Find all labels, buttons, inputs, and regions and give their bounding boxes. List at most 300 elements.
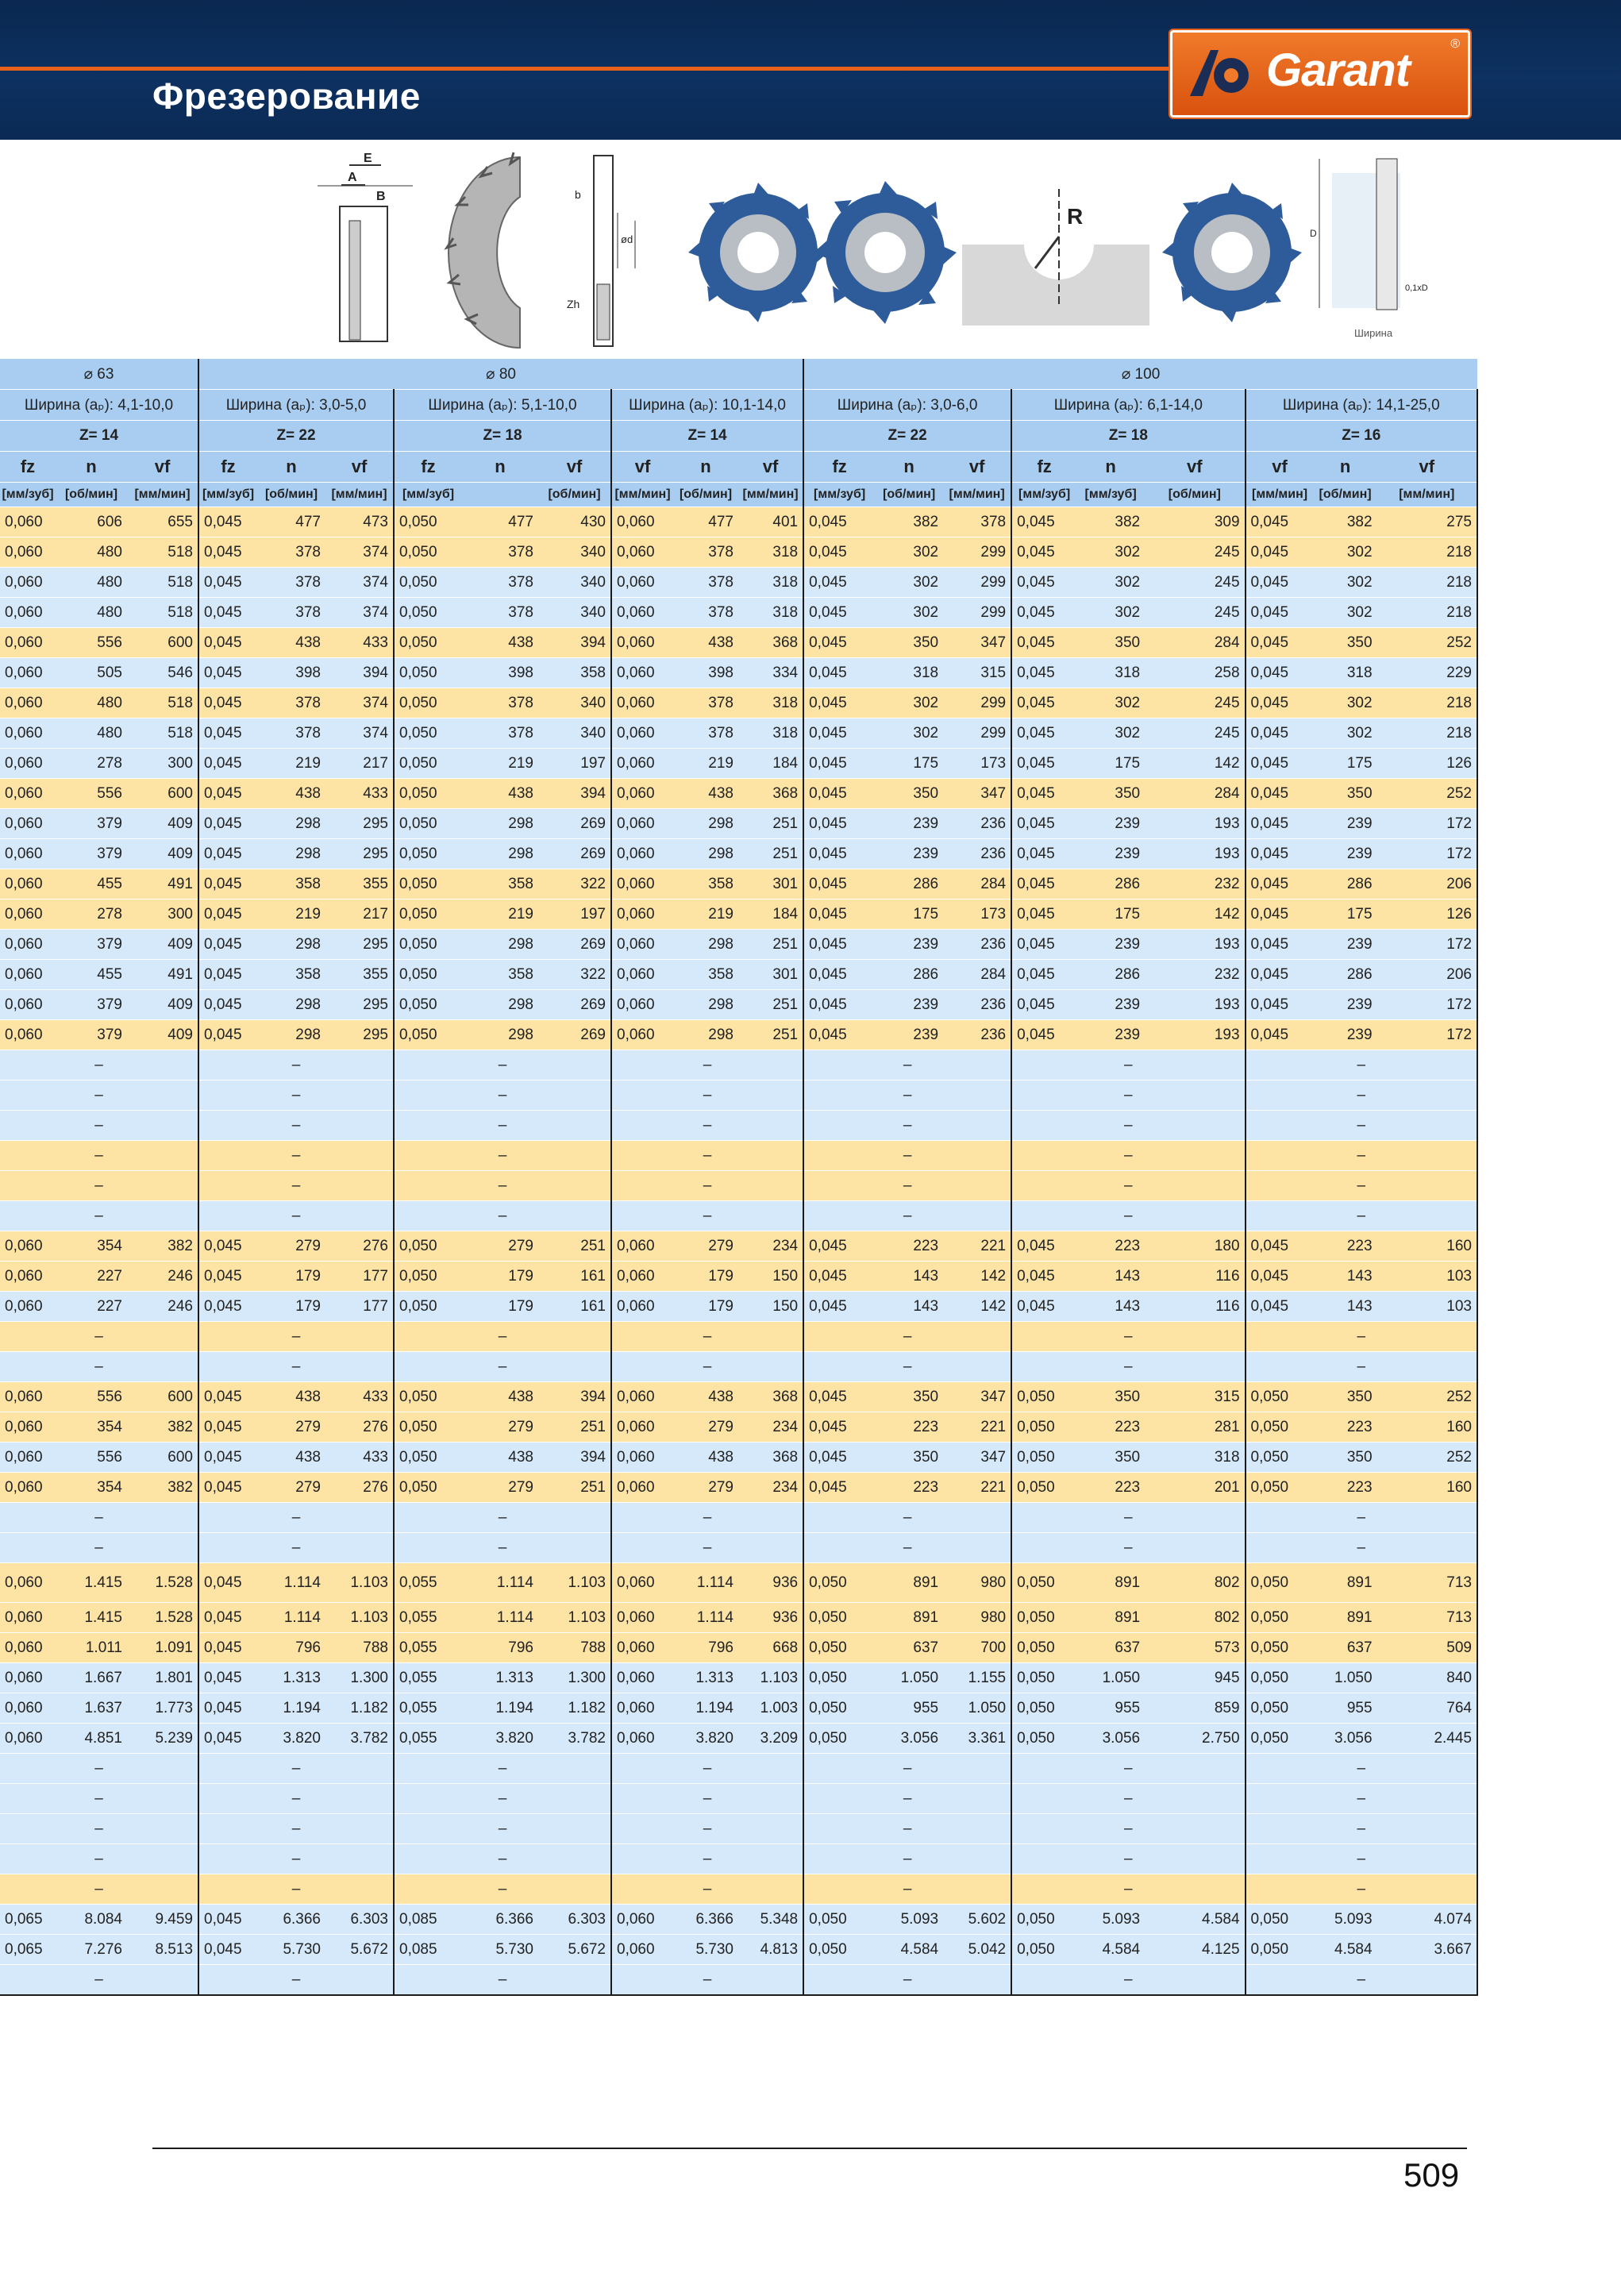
dash-cell: – [394, 1111, 611, 1141]
dash-cell: – [803, 1352, 1011, 1382]
data-cell: 0,045 [1011, 1231, 1076, 1262]
data-cell: 0,045 [1246, 930, 1314, 960]
data-cell: 637 [1076, 1633, 1145, 1663]
data-cell: 0,045 [198, 1292, 257, 1322]
dash-cell: – [394, 1814, 611, 1844]
dash-cell: – [198, 1814, 394, 1844]
data-cell: 438 [673, 1382, 738, 1412]
data-cell: 382 [127, 1473, 198, 1503]
data-cell: 295 [325, 930, 394, 960]
data-cell: 0,050 [394, 688, 462, 718]
data-cell: 0,050 [803, 1693, 875, 1724]
data-cell: 232 [1145, 869, 1245, 900]
data-cell: 218 [1377, 688, 1477, 718]
data-cell: 0,045 [1246, 537, 1314, 568]
data-cell: 0,050 [1011, 1724, 1076, 1754]
column-unit: [мм/зуб] [198, 483, 257, 507]
data-cell: 0,045 [1011, 628, 1076, 658]
data-cell: 378 [462, 598, 538, 628]
data-cell: 142 [943, 1262, 1011, 1292]
data-cell: 600 [127, 1382, 198, 1412]
data-cell: 378 [462, 568, 538, 598]
data-cell: 0,060 [0, 1663, 56, 1693]
data-cell: 193 [1145, 839, 1245, 869]
data-cell: 382 [127, 1231, 198, 1262]
dim-B-label: B [376, 190, 386, 203]
data-cell: 1.103 [325, 1603, 394, 1633]
table-row [0, 749, 1477, 779]
data-cell: 0,060 [0, 688, 56, 718]
data-cell: 236 [943, 1020, 1011, 1050]
data-cell: 0,060 [611, 930, 673, 960]
data-cell: 221 [943, 1412, 1011, 1443]
dash-cell: – [1246, 1754, 1477, 1784]
data-cell: 6.303 [325, 1905, 394, 1935]
data-cell: 936 [738, 1603, 803, 1633]
dash-cell: – [394, 1965, 611, 1996]
data-cell: 509 [1377, 1633, 1477, 1663]
data-cell: 0,060 [0, 779, 56, 809]
data-cell: 302 [875, 598, 943, 628]
table-row [0, 1443, 1477, 1473]
table-row [0, 869, 1477, 900]
data-cell: 322 [538, 960, 611, 990]
dash-cell: – [394, 1874, 611, 1905]
data-cell: 301 [738, 960, 803, 990]
data-cell: 0,050 [394, 930, 462, 960]
data-cell: 302 [875, 718, 943, 749]
dash-cell: – [1011, 1874, 1245, 1905]
data-cell: 764 [1377, 1693, 1477, 1724]
data-cell: 955 [1076, 1693, 1145, 1724]
data-cell: 300 [127, 900, 198, 930]
table-row [0, 1724, 1477, 1754]
dash-cell: – [394, 1322, 611, 1352]
data-cell: 0,045 [803, 1231, 875, 1262]
dash-cell: – [198, 1533, 394, 1563]
data-cell: 0,060 [611, 568, 673, 598]
table-row [0, 1533, 1477, 1563]
data-cell: 350 [875, 779, 943, 809]
data-cell: 6.366 [462, 1905, 538, 1935]
data-cell: 0,050 [1011, 1663, 1076, 1693]
dash-cell: – [611, 1754, 803, 1784]
data-cell: 0,045 [198, 930, 257, 960]
data-cell: 143 [1076, 1262, 1145, 1292]
data-cell: 258 [1145, 658, 1245, 688]
data-cell: 179 [462, 1262, 538, 1292]
data-cell: 0,045 [198, 1443, 257, 1473]
unit-header-row [0, 483, 1477, 507]
data-cell: 0,060 [0, 1262, 56, 1292]
data-cell: 221 [943, 1231, 1011, 1262]
data-cell: 279 [673, 1231, 738, 1262]
dash-cell: – [198, 1965, 394, 1996]
blue-cutter-icon-3 [1169, 149, 1296, 356]
data-cell: 318 [875, 658, 943, 688]
data-cell: 218 [1377, 598, 1477, 628]
data-cell: 368 [738, 1382, 803, 1412]
data-cell: 0,050 [394, 900, 462, 930]
data-cell: 0,060 [0, 658, 56, 688]
data-cell: 279 [673, 1412, 738, 1443]
data-cell: 179 [673, 1292, 738, 1322]
data-cell: 275 [1377, 507, 1477, 537]
data-cell: 382 [1076, 507, 1145, 537]
data-cell: 0,050 [1011, 1412, 1076, 1443]
dash-cell: – [611, 1814, 803, 1844]
data-cell: 142 [1145, 749, 1245, 779]
data-cell: 518 [127, 598, 198, 628]
data-cell: 295 [325, 990, 394, 1020]
data-cell: 300 [127, 749, 198, 779]
data-cell: 223 [875, 1412, 943, 1443]
dash-cell: – [1011, 1171, 1245, 1201]
data-cell: 0,045 [1246, 749, 1314, 779]
dash-cell: – [0, 1171, 198, 1201]
data-cell: 0,050 [1246, 1563, 1314, 1603]
data-cell: 142 [943, 1292, 1011, 1322]
data-cell: 518 [127, 688, 198, 718]
data-cell: 223 [1314, 1473, 1377, 1503]
width-range-header: Ширина (aₚ): 3,0-6,0 [803, 390, 1011, 421]
dash-cell: – [1011, 1322, 1245, 1352]
column-symbol-n: n [875, 452, 943, 483]
data-cell: 0,045 [803, 688, 875, 718]
data-cell: 302 [1076, 718, 1145, 749]
dim-b-label: b [575, 188, 581, 201]
data-cell: 298 [257, 839, 325, 869]
data-cell: 398 [462, 658, 538, 688]
data-cell: 0,060 [0, 1412, 56, 1443]
data-cell: 295 [325, 1020, 394, 1050]
width-range-header: Ширина (aₚ): 14,1-25,0 [1246, 390, 1477, 421]
data-cell: 1.194 [673, 1693, 738, 1724]
data-cell: 347 [943, 628, 1011, 658]
data-cell: 298 [673, 990, 738, 1020]
column-symbol-n: n [257, 452, 325, 483]
data-cell: 788 [325, 1633, 394, 1663]
data-cell: 251 [538, 1473, 611, 1503]
data-cell: 223 [1314, 1231, 1377, 1262]
data-cell: 309 [1145, 507, 1245, 537]
data-cell: 802 [1145, 1603, 1245, 1633]
dash-cell: – [611, 1322, 803, 1352]
data-cell: 2.445 [1377, 1724, 1477, 1754]
data-cell: 354 [56, 1231, 127, 1262]
data-cell: 246 [127, 1262, 198, 1292]
data-cell: 322 [538, 869, 611, 900]
data-cell: 298 [257, 1020, 325, 1050]
dash-cell: – [394, 1784, 611, 1814]
data-cell: 0,060 [0, 598, 56, 628]
data-cell: 302 [875, 688, 943, 718]
column-unit: [мм/мин] [325, 483, 394, 507]
data-cell: 0,050 [394, 1382, 462, 1412]
data-cell: 0,045 [198, 1693, 257, 1724]
dim-D-label: D [1310, 228, 1317, 239]
table-row [0, 718, 1477, 749]
data-cell: 9.459 [127, 1905, 198, 1935]
data-cell: 302 [1314, 718, 1377, 749]
column-symbol-vf: vf [738, 452, 803, 483]
data-cell: 299 [943, 537, 1011, 568]
data-cell: 302 [875, 537, 943, 568]
data-cell: 358 [257, 960, 325, 990]
data-cell: 234 [738, 1231, 803, 1262]
data-cell: 0,045 [803, 1382, 875, 1412]
data-cell: 409 [127, 930, 198, 960]
data-cell: 350 [1314, 1443, 1377, 1473]
data-cell: 0,060 [611, 1443, 673, 1473]
data-cell: 0,045 [1246, 507, 1314, 537]
dash-cell: – [1246, 1784, 1477, 1814]
data-cell: 0,050 [803, 1563, 875, 1603]
data-cell: 236 [943, 930, 1011, 960]
data-cell: 0,045 [803, 568, 875, 598]
column-symbol-vf: vf [1246, 452, 1314, 483]
data-cell: 0,060 [611, 990, 673, 1020]
data-cell: 0,060 [0, 537, 56, 568]
data-cell: 409 [127, 1020, 198, 1050]
data-cell: 245 [1145, 598, 1245, 628]
data-cell: 0,060 [611, 869, 673, 900]
data-cell: 0,045 [1246, 839, 1314, 869]
data-cell: 239 [1314, 930, 1377, 960]
dash-cell: – [1011, 1352, 1245, 1382]
dash-cell: – [611, 1965, 803, 1996]
data-cell: 347 [943, 779, 1011, 809]
data-cell: 318 [738, 598, 803, 628]
tool-dimension-drawing-1 [302, 149, 429, 356]
data-cell: 0,045 [1011, 1020, 1076, 1050]
data-cell: 0,045 [198, 718, 257, 749]
data-cell: 206 [1377, 869, 1477, 900]
data-cell: 172 [1377, 930, 1477, 960]
data-cell: 0,045 [803, 718, 875, 749]
data-cell: 1.528 [127, 1563, 198, 1603]
column-symbol-fz: fz [0, 452, 56, 483]
data-cell: 491 [127, 960, 198, 990]
data-cell: 6.303 [538, 1905, 611, 1935]
column-unit: [мм/зуб] [0, 483, 56, 507]
data-cell: 518 [127, 568, 198, 598]
data-cell: 3.820 [462, 1724, 538, 1754]
data-cell: 891 [1314, 1603, 1377, 1633]
data-cell: 193 [1145, 930, 1245, 960]
data-cell: 0,050 [394, 869, 462, 900]
group-header-row [0, 359, 1477, 390]
data-cell: 600 [127, 779, 198, 809]
page-title: Фрезерование [152, 75, 421, 117]
data-cell: 0,050 [394, 960, 462, 990]
data-cell: 1.003 [738, 1693, 803, 1724]
data-cell: 374 [325, 598, 394, 628]
data-cell: 556 [56, 779, 127, 809]
table-row [0, 537, 1477, 568]
data-cell: 236 [943, 809, 1011, 839]
data-cell: 0,045 [1011, 749, 1076, 779]
data-cell: 0,045 [198, 809, 257, 839]
teeth-count-header: Z= 22 [198, 421, 394, 452]
data-cell: 0,045 [198, 1473, 257, 1503]
data-cell: 245 [1145, 718, 1245, 749]
data-cell: 5.602 [943, 1905, 1011, 1935]
data-cell: 0,060 [611, 960, 673, 990]
data-cell: 1.114 [462, 1563, 538, 1603]
data-cell: 936 [738, 1563, 803, 1603]
data-cell: 143 [1314, 1292, 1377, 1322]
dash-cell: – [611, 1503, 803, 1533]
data-cell: 284 [943, 869, 1011, 900]
data-cell: 378 [257, 537, 325, 568]
data-cell: 340 [538, 718, 611, 749]
data-cell: 298 [462, 839, 538, 869]
data-cell: 347 [943, 1382, 1011, 1412]
data-cell: 378 [673, 568, 738, 598]
data-cell: 438 [462, 1443, 538, 1473]
dash-cell: – [198, 1503, 394, 1533]
data-cell: 378 [673, 537, 738, 568]
diameter-group-header: ⌀ 63 [0, 359, 198, 390]
dash-cell: – [0, 1754, 198, 1784]
dash-cell: – [1011, 1754, 1245, 1784]
data-cell: 0,045 [198, 960, 257, 990]
data-cell: 3.056 [1076, 1724, 1145, 1754]
data-cell: 382 [875, 507, 943, 537]
column-unit: [мм/зуб] [803, 483, 875, 507]
data-cell: 0,045 [803, 507, 875, 537]
data-cell: 0,060 [611, 1231, 673, 1262]
data-cell: 433 [325, 628, 394, 658]
data-cell: 223 [1076, 1473, 1145, 1503]
data-cell: 4.584 [1314, 1935, 1377, 1965]
data-cell: 0,045 [198, 990, 257, 1020]
data-cell: 0,045 [803, 658, 875, 688]
table-row [0, 960, 1477, 990]
dash-cell: – [1011, 1965, 1245, 1996]
data-cell: 239 [875, 809, 943, 839]
data-cell: 394 [538, 1443, 611, 1473]
data-cell: 302 [1076, 537, 1145, 568]
data-cell: 358 [673, 869, 738, 900]
dash-cell: – [394, 1754, 611, 1784]
data-cell: 223 [1076, 1412, 1145, 1443]
data-cell: 219 [462, 900, 538, 930]
data-cell: 8.513 [127, 1935, 198, 1965]
column-symbol-fz: fz [1011, 452, 1076, 483]
dash-cell: – [0, 1874, 198, 1905]
dash-cell: – [394, 1081, 611, 1111]
data-cell: 480 [56, 688, 127, 718]
data-cell: 3.782 [325, 1724, 394, 1754]
data-cell: 279 [257, 1231, 325, 1262]
dash-cell: – [803, 1814, 1011, 1844]
page-number: 509 [1403, 2156, 1460, 2194]
data-cell: 378 [462, 537, 538, 568]
data-cell: 239 [1314, 809, 1377, 839]
dash-cell: – [803, 1874, 1011, 1905]
data-cell: 0,045 [1246, 658, 1314, 688]
data-cell: 4.125 [1145, 1935, 1245, 1965]
data-cell: 354 [56, 1412, 127, 1443]
data-cell: 0,060 [611, 1563, 673, 1603]
dash-cell: – [198, 1141, 394, 1171]
data-cell: 374 [325, 718, 394, 749]
data-cell: 1.300 [538, 1663, 611, 1693]
data-cell: 0,055 [394, 1663, 462, 1693]
data-cell: 0,045 [1011, 1262, 1076, 1292]
data-cell: 245 [1145, 568, 1245, 598]
data-cell: 302 [1314, 537, 1377, 568]
data-cell: 0,050 [394, 1473, 462, 1503]
data-cell: 0,060 [0, 1563, 56, 1603]
data-cell: 5.093 [875, 1905, 943, 1935]
data-cell: 0,050 [803, 1603, 875, 1633]
data-cell: 315 [1145, 1382, 1245, 1412]
data-cell: 796 [673, 1633, 738, 1663]
data-cell: 713 [1377, 1603, 1477, 1633]
column-symbol-n: n [1076, 452, 1145, 483]
data-cell: 179 [257, 1262, 325, 1292]
data-cell: 0,045 [198, 1724, 257, 1754]
data-cell: 0,045 [198, 568, 257, 598]
data-cell: 298 [257, 990, 325, 1020]
data-cell: 2.750 [1145, 1724, 1245, 1754]
data-cell: 4.584 [1145, 1905, 1245, 1935]
data-cell: 217 [325, 900, 394, 930]
data-cell: 116 [1145, 1262, 1245, 1292]
data-cell: 556 [56, 1443, 127, 1473]
data-cell: 379 [56, 930, 127, 960]
dash-cell: – [803, 1081, 1011, 1111]
data-cell: 239 [1076, 990, 1145, 1020]
data-cell: 955 [875, 1693, 943, 1724]
data-cell: 378 [257, 598, 325, 628]
data-cell: 0,060 [611, 507, 673, 537]
dash-cell: – [0, 1322, 198, 1352]
data-cell: 1.155 [943, 1663, 1011, 1693]
dash-cell: – [0, 1814, 198, 1844]
column-unit: [мм/мин] [127, 483, 198, 507]
data-cell: 409 [127, 990, 198, 1020]
data-cell: 438 [257, 1382, 325, 1412]
data-cell: 0,045 [198, 688, 257, 718]
dash-cell: – [611, 1111, 803, 1141]
data-cell: 0,060 [0, 1473, 56, 1503]
data-cell: 0,045 [1011, 598, 1076, 628]
data-cell: 0,050 [394, 809, 462, 839]
dim-01xD-label: 0,1xD [1405, 283, 1428, 293]
data-cell: 379 [56, 809, 127, 839]
data-cell: 0,045 [1246, 718, 1314, 749]
column-unit: [мм/мин] [738, 483, 803, 507]
dash-cell: – [394, 1171, 611, 1201]
dash-cell: – [1246, 1111, 1477, 1141]
data-cell: 219 [257, 749, 325, 779]
data-cell: 180 [1145, 1231, 1245, 1262]
data-cell: 394 [538, 779, 611, 809]
data-cell: 1.103 [325, 1563, 394, 1603]
data-cell: 438 [257, 628, 325, 658]
data-cell: 0,060 [611, 1935, 673, 1965]
table-row [0, 507, 1477, 537]
dash-cell: – [611, 1081, 803, 1111]
data-cell: 0,045 [1011, 658, 1076, 688]
dash-cell: – [803, 1322, 1011, 1352]
data-cell: 318 [738, 718, 803, 749]
dash-cell: – [0, 1503, 198, 1533]
